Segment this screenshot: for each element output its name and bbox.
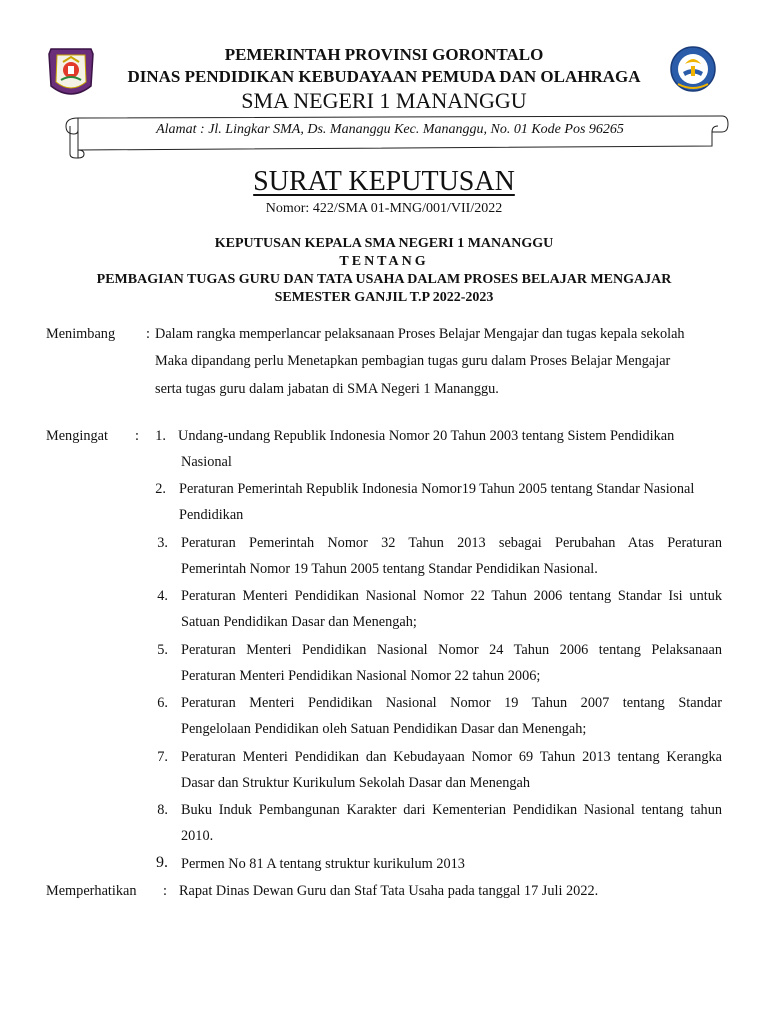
mengingat-item-1-number: 1. [155,428,166,444]
document-title [0,166,768,198]
mengingat-item-5-line-1: Peraturan Menteri Pendidikan Nasional Nomor 24 Tahun 2006 tentang Pelaksanaan [181,642,722,658]
mengingat-item-7-line-2: Dasar dan Struktur Kurikulum Sekolah Dasar dan Menengah [181,775,530,791]
subtitle-decision: KEPUTUSAN KEPALA SMA NEGERI 1 MANANGGU [214,236,554,251]
mengingat-item-6-line-2: Pengelolaan Pendidikan oleh Satuan Pendidikan Dasar dan Menengah; [181,721,587,737]
mengingat-item-3-number: 3. [157,535,168,551]
subtitle-subject: PEMBAGIAN TUGAS GURU DAN TATA USAHA DALAM PROSES BELAJAR MENGAJAR [96,272,672,287]
header-department: DINAS PENDIDIKAN KEBUDAYAAN PEMUDA DAN OLAHRAGA [127,67,641,86]
mengingat-item-6-number: 6. [157,695,168,711]
mengingat-item-3-line-1: Peraturan Pemerintah Nomor 32 Tahun 2013 sebagai Perubahan Atas Peraturan [181,535,722,551]
memperhatikan-label: Memperhatikan [46,883,137,899]
memperhatikan-text: Rapat Dinas Dewan Guru dan Staf Tata Usaha pada tanggal 17 Juli 2022. [179,883,599,899]
mengingat-item-8-number: 8. [157,802,168,818]
memperhatikan-colon: : [163,883,167,899]
mengingat-item-7-line-1: Peraturan Menteri Pendidikan dan Kebudayaan Nomor 69 Tahun 2013 tentang Kerangka [181,749,722,765]
school-address: Alamat : Jl. Lingkar SMA, Ds. Mananggu Kec. Mananggu, No. 01 Kode Pos 96265 [156,122,624,137]
mengingat-item-4-line-2: Satuan Pendidikan Dasar dan Menengah; [181,614,417,630]
mengingat-item-2-line-1: Peraturan Pemerintah Republik Indonesia Nomor19 Tahun 2005 tentang Standar Nasional [179,481,695,497]
mengingat-item-1-line-2: Nasional [181,454,232,470]
document-title-text: SURAT KEPUTUSAN [253,166,515,197]
mengingat-item-2-number: 2. [155,481,166,497]
mengingat-item-8-line-2: 2010. [181,828,214,844]
mengingat-colon: : [135,428,139,444]
header-government: PEMERINTAH PROVINSI GORONTALO [224,45,544,64]
mengingat-item-9-number: 9. [156,854,168,871]
header-school-name: SMA NEGERI 1 MANANGGU [241,88,527,113]
mengingat-item-4-number: 4. [157,588,168,604]
subtitle-tentang: TENTANG [339,254,429,269]
mengingat-label: Mengingat [46,428,108,444]
mengingat-item-7-number: 7. [157,749,168,765]
menimbang-label: Menimbang [46,326,116,342]
menimbang-line-1: Dalam rangka memperlancar pelaksanaan Proses Belajar Mengajar dan tugas kepala sekolah [155,326,685,342]
mengingat-item-5-number: 5. [157,642,168,658]
menimbang-colon: : [146,326,150,342]
menimbang-line-2: Maka dipandang perlu Menetapkan pembagian tugas guru dalam Proses Belajar Mengajar [155,353,671,369]
mengingat-item-5-line-2: Peraturan Menteri Pendidikan Nasional Nomor 22 tahun 2006; [181,668,541,684]
subtitle-semester: SEMESTER GANJIL T.P 2022-2023 [274,290,494,305]
mengingat-item-9-line-1: Permen No 81 A tentang struktur kurikulum 2013 [181,856,465,872]
mengingat-item-8-line-1: Buku Induk Pembangunan Karakter dari Kementerian Pendidikan Nasional tentang tahun [181,802,722,818]
mengingat-item-4-line-1: Peraturan Menteri Pendidikan Nasional Nomor 22 Tahun 2006 tentang Standar Isi untuk [181,588,722,604]
mengingat-item-2-line-2: Pendidikan [179,507,244,523]
menimbang-line-3: serta tugas guru dalam jabatan di SMA Negeri 1 Mananggu. [155,381,499,397]
mengingat-item-3-line-2: Pemerintah Nomor 19 Tahun 2005 tentang Standar Pendidikan Nasional. [181,561,598,577]
mengingat-item-1-line-1: Undang-undang Republik Indonesia Nomor 20 Tahun 2003 tentang Sistem Pendidikan [178,428,675,444]
document-number: Nomor: 422/SMA 01-MNG/001/VII/2022 [265,201,503,216]
mengingat-item-6-line-1: Peraturan Menteri Pendidikan Nasional Nomor 19 Tahun 2007 tentang Standar [181,695,722,711]
